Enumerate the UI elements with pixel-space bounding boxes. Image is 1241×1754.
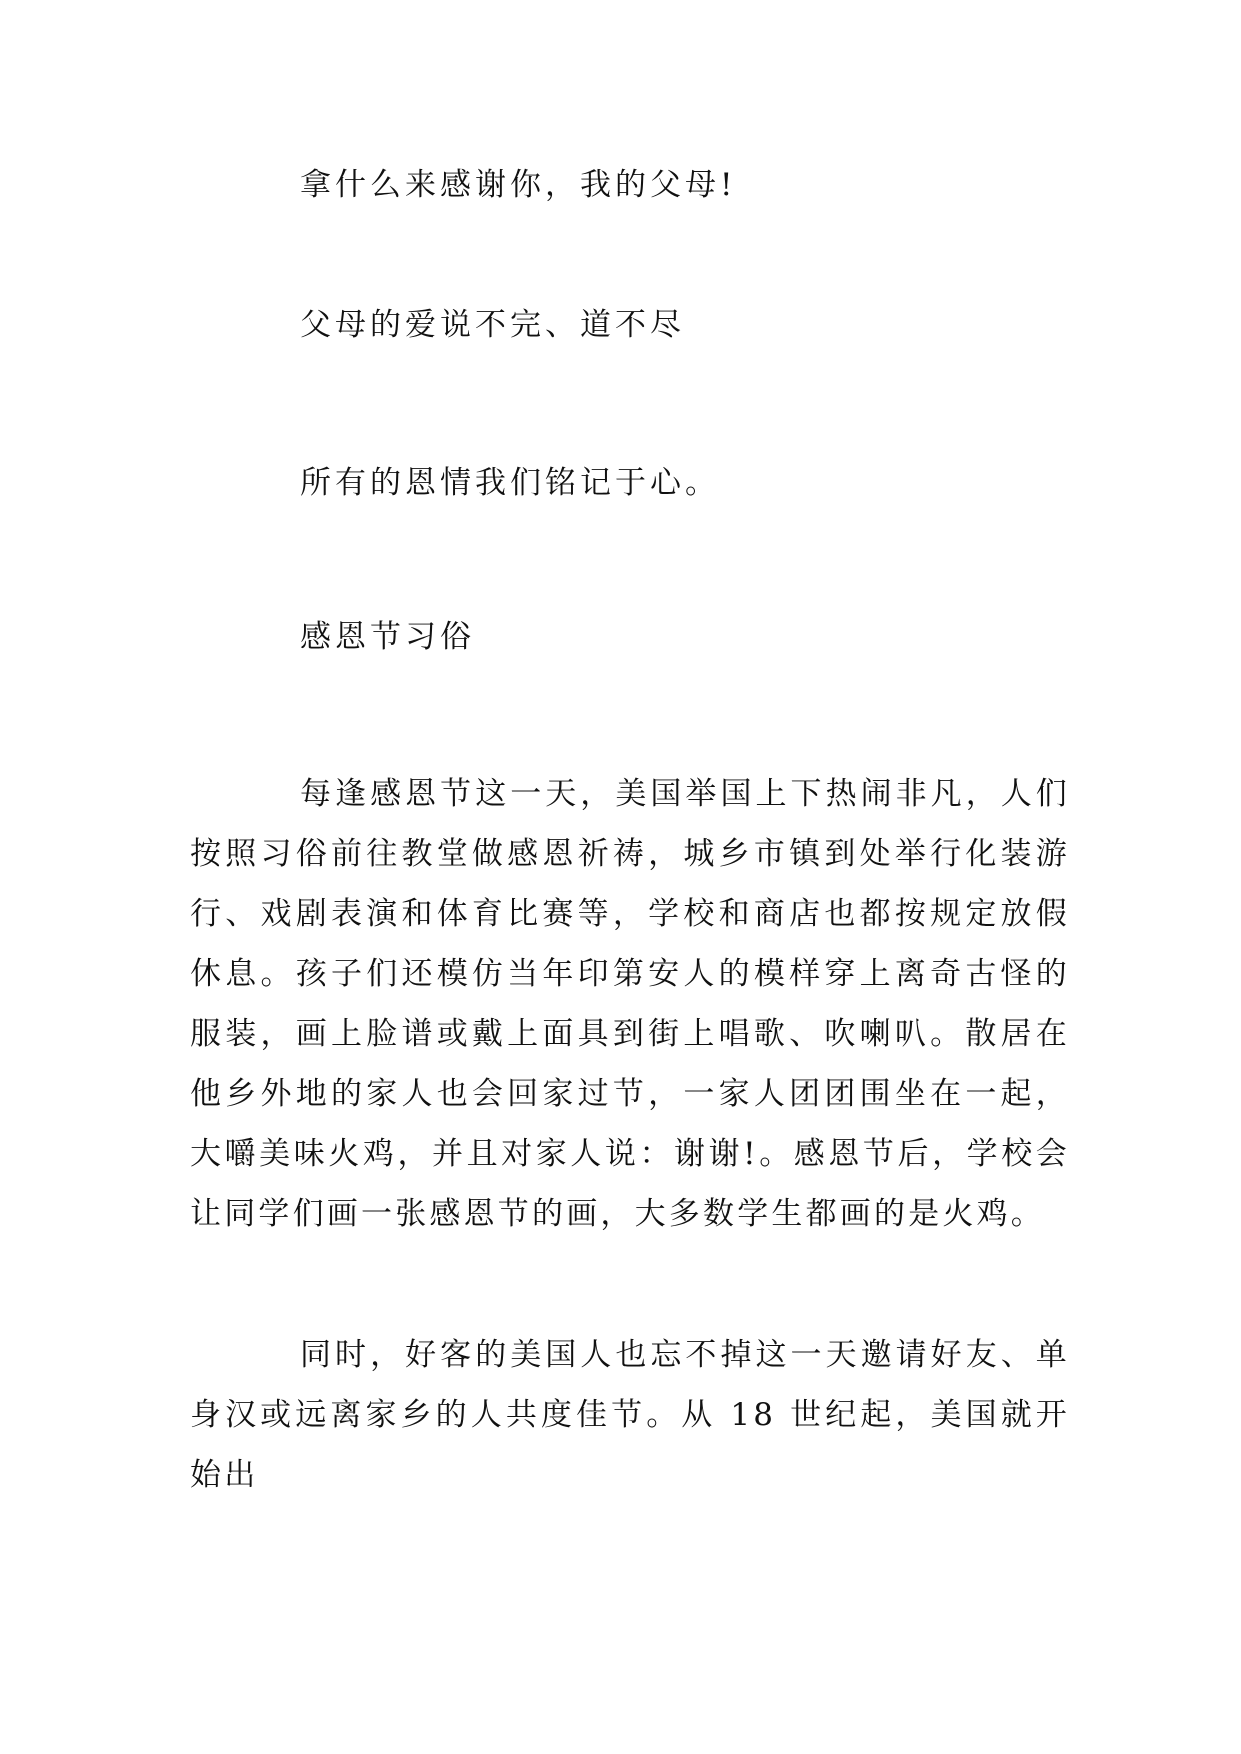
text-line-parents-love: 父母的爱说不完、道不尽 [300,307,685,343]
section-heading-thanksgiving-customs: 感恩节习俗 [300,619,475,655]
text-line-thanks-parents: 拿什么来感谢你，我的父母! [300,167,737,203]
text-line-remember-kindness: 所有的恩情我们铭记于心。 [300,465,720,501]
paragraph-thanksgiving-customs: 每逢感恩节这一天，美国举国上下热闹非凡，人们按照习俗前往教堂做感恩祈祷，城乡市镇到处举行化装游行、戏剧表演和体育比赛等，学校和商店也都按规定放假休息。孩子们还模仿当年印第安人的模样穿上离奇古怪的服装，画上脸谱或戴上面具到街上唱歌、吹喇叭。散居在他乡外地的家人也会回家过节，一家人团团围坐在一起，大嚼美味火鸡，并且对家人说：谢谢!。感恩节后，学校会让同学们画一张感恩节的画，大多数学生都画的是火鸡。 [190,776,1070,1232]
paragraph-hospitality: 同时，好客的美国人也忘不掉这一天邀请好友、单身汉或远离家乡的人共度佳节。从 18 世纪起，美国就开始出 [190,1337,1070,1493]
